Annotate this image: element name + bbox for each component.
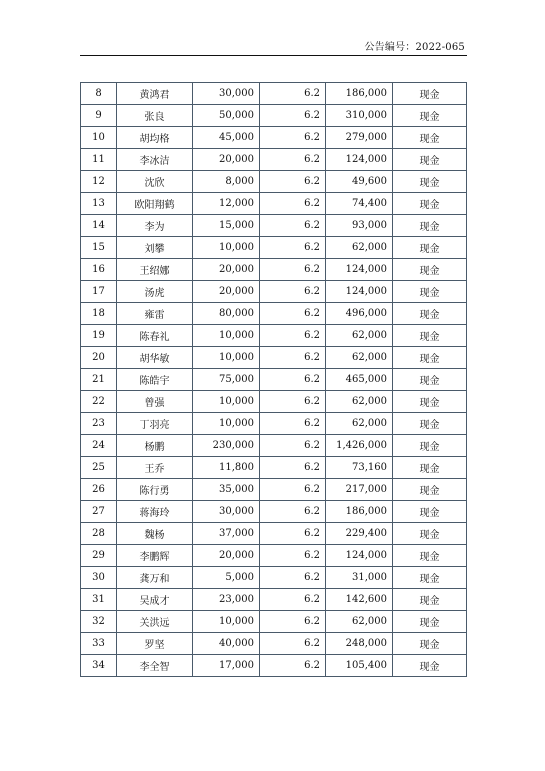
subscription-amount: 105,400 [326, 655, 393, 677]
share-count: 15,000 [193, 215, 260, 237]
table-row [81, 193, 467, 215]
table-row [81, 149, 467, 171]
subscriber-name: 王绍娜 [117, 259, 193, 281]
payment-method: 现金 [393, 259, 467, 281]
issue-price: 6.2 [260, 149, 326, 171]
subscriber-name: 丁羽亮 [117, 413, 193, 435]
issue-price: 6.2 [260, 215, 326, 237]
issue-price: 6.2 [260, 127, 326, 149]
row-number: 34 [81, 655, 117, 677]
payment-method: 现金 [393, 567, 467, 589]
row-number: 33 [81, 633, 117, 655]
payment-method: 现金 [393, 611, 467, 633]
table-row [81, 83, 467, 105]
subscription-amount: 62,000 [326, 611, 393, 633]
subscription-amount: 62,000 [326, 325, 393, 347]
subscriber-name: 陈春礼 [117, 325, 193, 347]
subscription-amount: 229,400 [326, 523, 393, 545]
subscriber-name: 胡华敏 [117, 347, 193, 369]
table-row [81, 369, 467, 391]
issue-price: 6.2 [260, 237, 326, 259]
share-count: 8,000 [193, 171, 260, 193]
subscriber-name: 陈皓宇 [117, 369, 193, 391]
payment-method: 现金 [393, 545, 467, 567]
share-count: 10,000 [193, 391, 260, 413]
issue-price: 6.2 [260, 633, 326, 655]
table-row [81, 457, 467, 479]
subscription-amount: 310,000 [326, 105, 393, 127]
table-row [81, 589, 467, 611]
payment-method: 现金 [393, 127, 467, 149]
share-count: 45,000 [193, 127, 260, 149]
row-number: 27 [81, 501, 117, 523]
row-number: 28 [81, 523, 117, 545]
row-number: 9 [81, 105, 117, 127]
subscription-amount: 186,000 [326, 83, 393, 105]
subscriber-name: 李鹏辉 [117, 545, 193, 567]
subscription-amount: 62,000 [326, 391, 393, 413]
issue-price: 6.2 [260, 171, 326, 193]
row-number: 25 [81, 457, 117, 479]
subscription-amount: 73,160 [326, 457, 393, 479]
subscriber-name: 曾强 [117, 391, 193, 413]
row-number: 32 [81, 611, 117, 633]
subscriber-name: 刘攀 [117, 237, 193, 259]
share-count: 30,000 [193, 83, 260, 105]
table-row [81, 127, 467, 149]
table-row [81, 325, 467, 347]
subscription-amount: 1,426,000 [326, 435, 393, 457]
subscription-amount: 217,000 [326, 479, 393, 501]
subscriber-name: 王乔 [117, 457, 193, 479]
row-number: 12 [81, 171, 117, 193]
subscription-amount: 465,000 [326, 369, 393, 391]
subscriber-table-body [81, 83, 467, 677]
issue-price: 6.2 [260, 391, 326, 413]
table-row [81, 347, 467, 369]
table-row [81, 435, 467, 457]
table-row [81, 545, 467, 567]
payment-method: 现金 [393, 479, 467, 501]
table-row [81, 501, 467, 523]
share-count: 11,800 [193, 457, 260, 479]
payment-method: 现金 [393, 523, 467, 545]
subscription-amount: 124,000 [326, 149, 393, 171]
subscriber-name: 罗坚 [117, 633, 193, 655]
payment-method: 现金 [393, 215, 467, 237]
table-row [81, 523, 467, 545]
share-count: 75,000 [193, 369, 260, 391]
row-number: 14 [81, 215, 117, 237]
issue-price: 6.2 [260, 589, 326, 611]
table-row [81, 633, 467, 655]
issue-price: 6.2 [260, 567, 326, 589]
issue-price: 6.2 [260, 369, 326, 391]
share-count: 35,000 [193, 479, 260, 501]
row-number: 13 [81, 193, 117, 215]
issue-price: 6.2 [260, 281, 326, 303]
issue-price: 6.2 [260, 501, 326, 523]
row-number: 22 [81, 391, 117, 413]
table-row [81, 215, 467, 237]
row-number: 21 [81, 369, 117, 391]
table-row [81, 391, 467, 413]
subscription-amount: 62,000 [326, 347, 393, 369]
row-number: 26 [81, 479, 117, 501]
share-count: 40,000 [193, 633, 260, 655]
issue-price: 6.2 [260, 523, 326, 545]
share-count: 12,000 [193, 193, 260, 215]
share-count: 10,000 [193, 237, 260, 259]
issue-price: 6.2 [260, 193, 326, 215]
subscription-amount: 142,600 [326, 589, 393, 611]
subscription-amount: 31,000 [326, 567, 393, 589]
subscriber-name: 胡均格 [117, 127, 193, 149]
subscriber-name: 欧阳翔鹤 [117, 193, 193, 215]
share-count: 50,000 [193, 105, 260, 127]
share-count: 10,000 [193, 611, 260, 633]
subscriber-name: 李冰洁 [117, 149, 193, 171]
announcement-number: 公告编号：2022-065 [364, 42, 465, 53]
share-count: 17,000 [193, 655, 260, 677]
payment-method: 现金 [393, 193, 467, 215]
payment-method: 现金 [393, 281, 467, 303]
payment-method: 现金 [393, 457, 467, 479]
share-count: 230,000 [193, 435, 260, 457]
subscriber-name: 李全智 [117, 655, 193, 677]
share-count: 10,000 [193, 325, 260, 347]
subscriber-name: 陈行勇 [117, 479, 193, 501]
table-row [81, 237, 467, 259]
share-count: 20,000 [193, 149, 260, 171]
subscription-amount: 93,000 [326, 215, 393, 237]
issue-price: 6.2 [260, 259, 326, 281]
payment-method: 现金 [393, 83, 467, 105]
share-count: 30,000 [193, 501, 260, 523]
subscription-amount: 62,000 [326, 413, 393, 435]
row-number: 30 [81, 567, 117, 589]
subscription-amount: 186,000 [326, 501, 393, 523]
table-row [81, 281, 467, 303]
subscription-amount: 124,000 [326, 545, 393, 567]
row-number: 16 [81, 259, 117, 281]
share-count: 10,000 [193, 347, 260, 369]
subscriber-table [80, 82, 467, 677]
payment-method: 现金 [393, 369, 467, 391]
issue-price: 6.2 [260, 325, 326, 347]
issue-price: 6.2 [260, 347, 326, 369]
payment-method: 现金 [393, 633, 467, 655]
subscriber-name: 龚万和 [117, 567, 193, 589]
table-row [81, 413, 467, 435]
subscription-amount: 279,000 [326, 127, 393, 149]
table-row [81, 171, 467, 193]
table-row [81, 303, 467, 325]
row-number: 18 [81, 303, 117, 325]
issue-price: 6.2 [260, 545, 326, 567]
table-row [81, 611, 467, 633]
issue-price: 6.2 [260, 479, 326, 501]
payment-method: 现金 [393, 501, 467, 523]
payment-method: 现金 [393, 347, 467, 369]
subscription-amount: 62,000 [326, 237, 393, 259]
share-count: 20,000 [193, 281, 260, 303]
subscriber-name: 张良 [117, 105, 193, 127]
share-count: 10,000 [193, 413, 260, 435]
header-divider [80, 55, 467, 56]
row-number: 29 [81, 545, 117, 567]
row-number: 23 [81, 413, 117, 435]
subscription-amount: 49,600 [326, 171, 393, 193]
subscription-amount: 124,000 [326, 259, 393, 281]
table-row [81, 105, 467, 127]
subscriber-name: 沈欣 [117, 171, 193, 193]
payment-method: 现金 [393, 171, 467, 193]
table-row [81, 479, 467, 501]
subscription-amount: 124,000 [326, 281, 393, 303]
subscriber-name: 关洪远 [117, 611, 193, 633]
issue-price: 6.2 [260, 435, 326, 457]
issue-price: 6.2 [260, 611, 326, 633]
issue-price: 6.2 [260, 83, 326, 105]
payment-method: 现金 [393, 237, 467, 259]
row-number: 24 [81, 435, 117, 457]
subscriber-name: 蒋海玲 [117, 501, 193, 523]
row-number: 20 [81, 347, 117, 369]
payment-method: 现金 [393, 413, 467, 435]
row-number: 31 [81, 589, 117, 611]
issue-price: 6.2 [260, 655, 326, 677]
row-number: 10 [81, 127, 117, 149]
subscription-amount: 248,000 [326, 633, 393, 655]
subscriber-name: 吴成才 [117, 589, 193, 611]
subscription-amount: 74,400 [326, 193, 393, 215]
share-count: 20,000 [193, 259, 260, 281]
row-number: 11 [81, 149, 117, 171]
issue-price: 6.2 [260, 457, 326, 479]
payment-method: 现金 [393, 655, 467, 677]
subscription-amount: 496,000 [326, 303, 393, 325]
payment-method: 现金 [393, 589, 467, 611]
subscriber-name: 雍雷 [117, 303, 193, 325]
subscriber-name: 黄鸿君 [117, 83, 193, 105]
row-number: 17 [81, 281, 117, 303]
share-count: 37,000 [193, 523, 260, 545]
payment-method: 现金 [393, 303, 467, 325]
issue-price: 6.2 [260, 105, 326, 127]
share-count: 5,000 [193, 567, 260, 589]
share-count: 80,000 [193, 303, 260, 325]
issue-price: 6.2 [260, 413, 326, 435]
payment-method: 现金 [393, 435, 467, 457]
share-count: 23,000 [193, 589, 260, 611]
table-row [81, 655, 467, 677]
payment-method: 现金 [393, 105, 467, 127]
payment-method: 现金 [393, 325, 467, 347]
subscriber-name: 汤虎 [117, 281, 193, 303]
subscriber-name: 魏杨 [117, 523, 193, 545]
payment-method: 现金 [393, 391, 467, 413]
row-number: 19 [81, 325, 117, 347]
subscriber-name: 李为 [117, 215, 193, 237]
issue-price: 6.2 [260, 303, 326, 325]
table-row [81, 259, 467, 281]
table-row [81, 567, 467, 589]
subscriber-name: 杨鹏 [117, 435, 193, 457]
payment-method: 现金 [393, 149, 467, 171]
row-number: 8 [81, 83, 117, 105]
share-count: 20,000 [193, 545, 260, 567]
row-number: 15 [81, 237, 117, 259]
